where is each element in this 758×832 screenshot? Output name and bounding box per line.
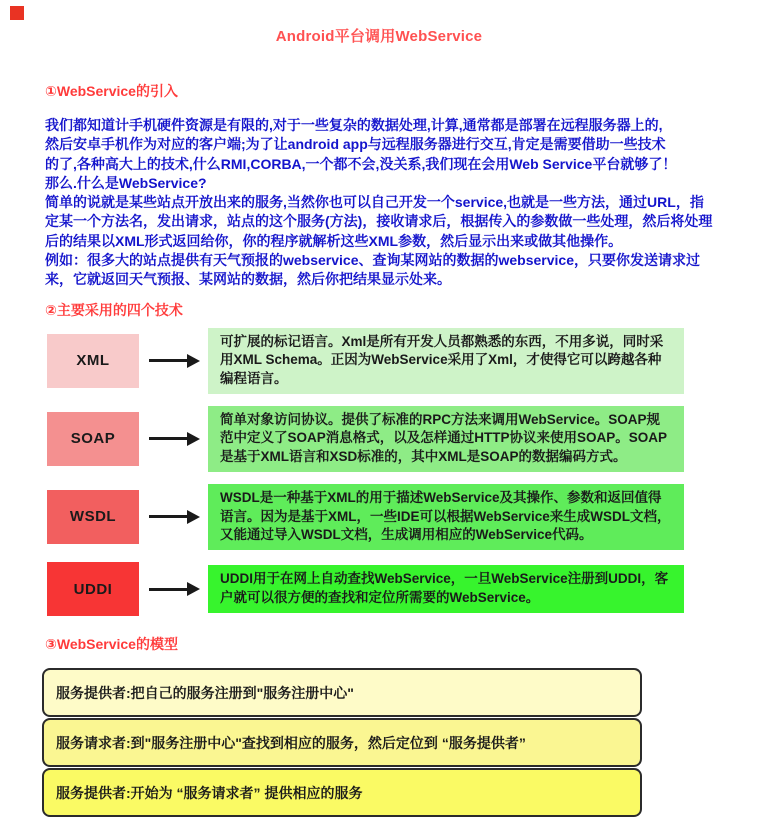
model-step-provider-serve: 服务提供者:开始为 “服务请求者” 提供相应的服务 bbox=[42, 768, 642, 817]
arrow-head bbox=[187, 354, 200, 368]
paragraph-line: 简单的说就是某些站点开放出来的服务,当然你也可以自己开发一个service,也就是一些方法，通过URL，指 bbox=[45, 194, 704, 211]
tech-desc-wsdl: WSDL是一种基于XML的用于描述WebService及其操作、参数和返回值得语言。因为是基于XML，一些IDE可以根据WebService来生成WSDL文档，又能通过导入WSDL文档，生成调用相应的WebService代码。 bbox=[208, 484, 684, 550]
paragraph-line: 那么.什么是WebService? bbox=[45, 174, 207, 191]
paragraph-line: 来，它就返回天气预报、某网站的数据，然后你把结果显示处来。 bbox=[45, 271, 451, 288]
arrow-head bbox=[187, 432, 200, 446]
arrow-shaft bbox=[149, 515, 187, 518]
paragraph-line: 然后安卓手机作为对应的客户端;为了让android app与远程服务器进行交互,肯定是需要借助一些技术 bbox=[45, 136, 666, 153]
page-title: Android平台调用WebService bbox=[275, 28, 483, 45]
tech-desc-soap: 简单对象访问协议。提供了标准的RPC方法来调用WebService。SOAP规范中定义了SOAP消息格式，以及怎样通过HTTP协议来使用SOAP。SOAP是基于XML语言和XSD标准的，其中XML是SOAP的数据编码方式。 bbox=[208, 406, 684, 472]
arrow-right-icon bbox=[149, 510, 200, 524]
tech-label-soap: SOAP bbox=[47, 412, 139, 466]
tech-row-uddi bbox=[47, 562, 758, 616]
tech-desc-uddi: UDDI用于在网上自动查找WebService，一旦WebService注册到UDDI，客户就可以很方便的查找和定位所需要的WebService。 bbox=[208, 565, 684, 612]
tech-row-xml bbox=[47, 328, 758, 394]
paragraph-line: 定某一个方法名，发出请求，站点的这个服务(方法)，接收请求后，根据传入的参数做一些处理，然后将处理 bbox=[45, 213, 713, 230]
tech-row-soap bbox=[47, 406, 758, 472]
tech-label-uddi: UDDI bbox=[47, 562, 139, 616]
arrow-right-icon bbox=[149, 582, 200, 596]
red-square-icon bbox=[10, 6, 24, 20]
tech-label-xml: XML bbox=[47, 334, 139, 388]
tech-section bbox=[47, 328, 758, 616]
paragraph-line: 的了,各种高大上的技术,什么RMI,CORBA,一个都不会,没关系,我们现在会用Web Service平台就够了！ bbox=[45, 155, 677, 172]
intro-paragraph bbox=[45, 116, 758, 290]
paragraph-line: 例如：很多大的站点提供有天气预报的webservice、查询某网站的数据的webservice，只要你发送请求过 bbox=[45, 252, 700, 269]
arrow-right-icon bbox=[149, 354, 200, 368]
tech-desc-xml: 可扩展的标记语言。Xml是所有开发人员都熟悉的东西，不用多说，同时采用XML Schema。正因为WebService采用了Xml，才使得它可以跨越各种编程语言。 bbox=[208, 328, 684, 394]
arrow-shaft bbox=[149, 359, 187, 362]
arrow-shaft bbox=[149, 437, 187, 440]
paragraph-line: 我们都知道计手机硬件资源是有限的,对于一些复杂的数据处理,计算,通常都是部署在远程服务器上的, bbox=[45, 117, 663, 133]
section1-heading: ①WebService的引入 bbox=[45, 83, 178, 99]
section3-heading: ③WebService的模型 bbox=[45, 636, 178, 652]
arrow-right-icon bbox=[149, 432, 200, 446]
model-step-requester-find: 服务请求者:到"服务注册中心"查找到相应的服务，然后定位到 “服务提供者” bbox=[42, 718, 642, 767]
paragraph-line: 后的结果以XML形式返回给你，你的程序就解析这些XML参数，然后显示出来或做其他操作。 bbox=[45, 232, 623, 249]
section2-heading: ②主要采用的四个技术 bbox=[45, 301, 183, 318]
tech-row-wsdl bbox=[47, 484, 758, 550]
model-step-provider-register: 服务提供者:把自己的服务注册到"服务注册中心" bbox=[42, 668, 642, 717]
arrow-shaft bbox=[149, 588, 187, 591]
arrow-head bbox=[187, 582, 200, 596]
arrow-head bbox=[187, 510, 200, 524]
model-section bbox=[42, 668, 758, 817]
tech-label-wsdl: WSDL bbox=[47, 490, 139, 544]
